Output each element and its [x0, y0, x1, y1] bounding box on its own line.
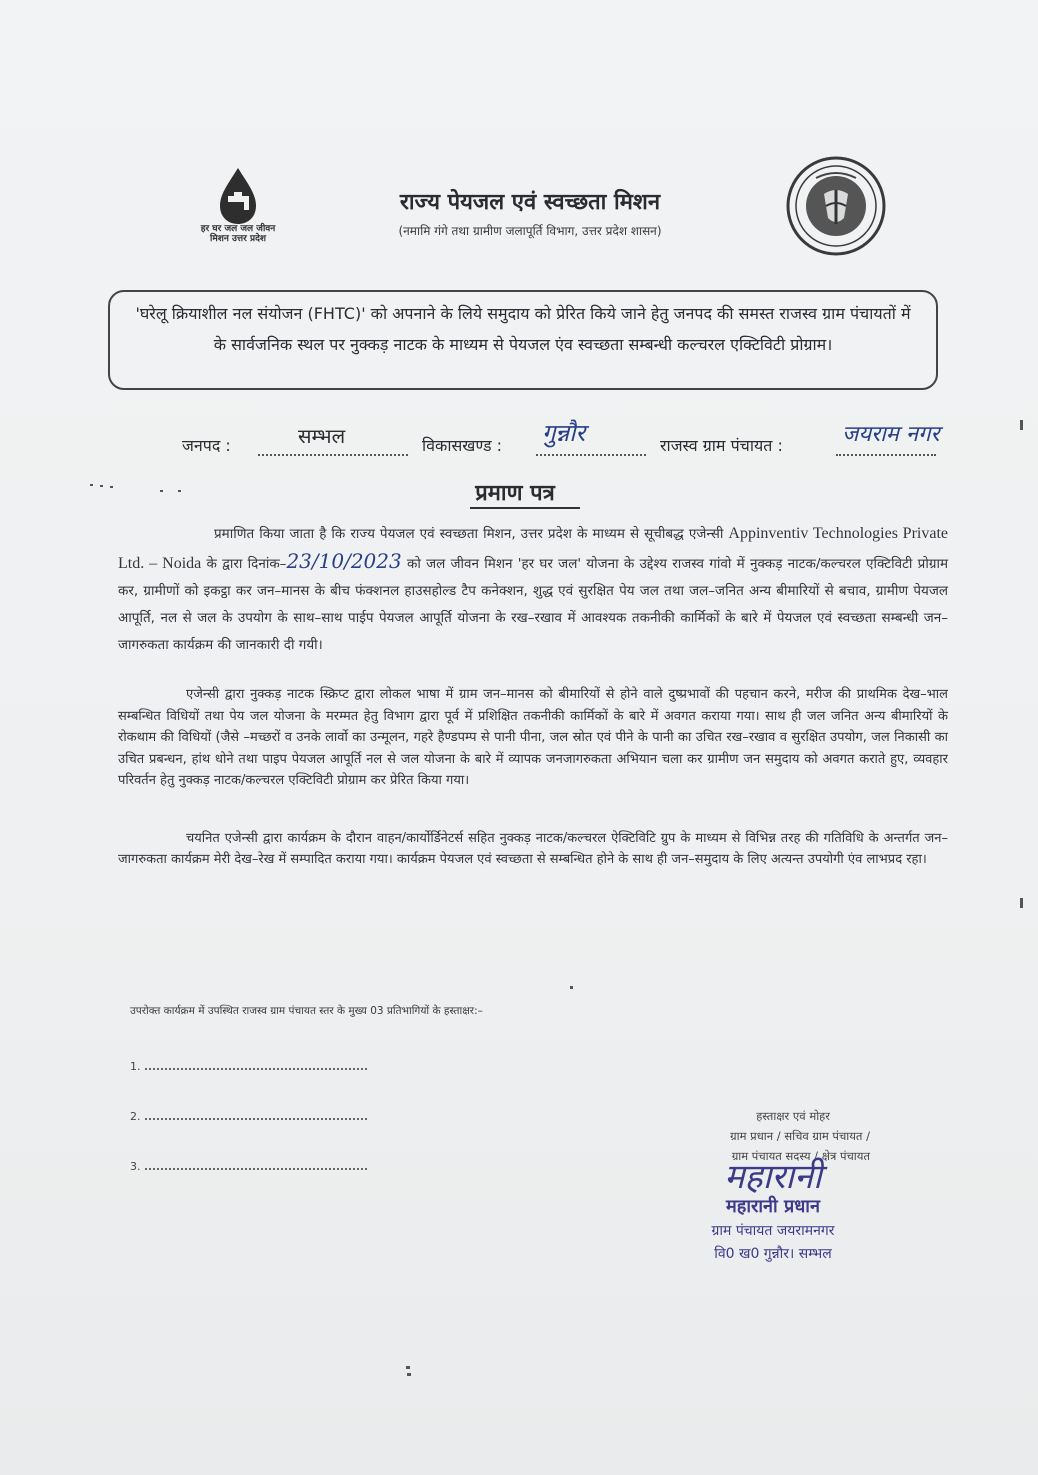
mission-subtitle: (नमामि गंगे तथा ग्रामीण जलापूर्ति विभाग, उत्तर प्रदेश शासन) [398, 224, 662, 238]
paragraph-1-intro: प्रमाणित किया जाता है कि राज्य पेयजल एवं स्वच्छता मिशन, उत्तर प्रदेश के माध्यम से सूचीबद्ध एजेन्सी [214, 526, 724, 542]
logo-caption: हर घर जल जल जीवन मिशन उत्तर प्रदेश [200, 224, 276, 244]
pradhan-stamp [668, 1157, 878, 1266]
paragraph-1-body: को जल जीवन मिशन 'हर घर जल' योजना के उद्देश्य राजस्व गांवो में नुक्कड़ नाटक/कल्चरल एक्टिविटी प्रोग्राम कर, ग्रामीणों को इकट्ठा कर जन–मानस के बीच फंक्शनल हाउसहोल्ड टैप कनेक्शन, शुद्ध एवं सुरक्षित पेय जल तथा जल–जनित अन्य बीमारियों से बचाव, ग्रामीण पेयजल आपूर्ति, नल से जल के उपयोग के साथ–साथ पाईप पेयजल आपूर्ति योजना के रख–रखाव में आवश्यक तकनीकी कार्मिकों के बारे में पेयजल एवं स्वच्छता सम्बन्धी जन–जागरुकता कार्यक्रम की जानकारी दी गयी। [118, 556, 949, 653]
panchayat-label: राजस्व ग्राम पंचायत : [660, 436, 783, 455]
block-label: विकासखण्ड : [422, 436, 503, 455]
signatory-line-2: ग्राम प्रधान / सचिव ग्राम पंचायत / [730, 1129, 870, 1143]
agency-name: Appinventiv Technologies Private Ltd. – Noida [118, 525, 948, 572]
certificate-title-underline [470, 507, 580, 509]
certificate-paragraph-3: चयनित एजेन्सी द्वारा कार्यक्रम के दौरान वाहन/कार्योर्डिनेटर्स सहित नुक्कड़ नाटक/कल्चरल ऐक्टिविटि ग्रुप के माध्यम से विभिन्न तरह की गतिविधि के अन्तर्गत जन–जागरुकता कार्यक्रम मेरी देख–रेख में सम्पादित कराया गया। कार्यक्रम पेयजल एवं स्वच्छता से सम्बन्धित होने के साथ ही जन–समुदाय के लिए अत्यन्त उपयोगी एंव लाभप्रद रहा। [118, 831, 948, 867]
stamp-panchayat: ग्राम पंचायत जयरामनगर [711, 1223, 835, 1239]
district-value: सम्भल [298, 424, 346, 448]
panchayat-value: जयराम नगर [842, 422, 940, 447]
block-dotted-line [536, 454, 646, 456]
certificate-paragraph-1 [118, 520, 948, 659]
jal-jeevan-mission-logo [192, 166, 284, 256]
district-dotted-line [258, 454, 408, 456]
handwritten-signature: महारानी [724, 1157, 822, 1197]
participant-signature-line-1 [130, 1060, 367, 1073]
participant-number-1: 1. [130, 1060, 141, 1073]
signature-dots [145, 1168, 367, 1170]
signatory-line-3: ग्राम पंचायत सदस्य / क्षेत्र पंचायत [731, 1149, 870, 1163]
participant-signature-line-2 [130, 1110, 367, 1123]
participants-note: उपरोक्त कार्यक्रम में उपस्थित राजस्व ग्राम पंचायत स्तर के मुख्य 03 प्रतिभागियों के हस्ताक्षर:– [130, 1005, 483, 1017]
state-emblem-seal-icon [786, 156, 886, 256]
certificate-paragraph-2: एजेन्सी द्वारा नुक्कड़ नाटक स्क्रिप्ट द्वारा लोकल भाषा में ग्राम जन–मानस को बीमारियों से होने वाले दुष्प्रभावों की पहचान करने, मरीज की प्राथमिक देख–भाल सम्बन्धित विधियों तथा पेय जल योजना के मरम्मत हेतु विभाग द्वारा पूर्व में प्रशिक्षित तकनीकी कार्मिकों के बारे में अवगत कराया गया। साथ ही जल जनित अन्य बीमारियों के रोकथाम की विधियों (जैसे –मच्छरों व उनके लार्वो का उन्मूलन, गहरे हैण्डपम्प से पानी पीना, जल स्रोत एवं पीने के पानी का उचित रख–रखाव व सुरक्षित उपयोग, जल निकासी का उचित प्रबन्धन, हांथ धोने तथा पाइप पेयजल आपूर्ति नल से जल योजना के बारे में व्यापक जनजागरुकता अभियान चला कर ग्रामीण जन समुदाय को अवगत कराते हुए, व्यवहार परिवर्तन हेतु नुक्कड़ नाटक/कल्चरल एक्टिविटी प्रोग्राम कर प्रेरित किया गया। [118, 687, 948, 789]
programme-date: 23/10/2023 [286, 549, 402, 573]
panchayat-dotted-line [836, 454, 936, 456]
mission-title: राज्य पेयजल एवं स्वच्छता मिशन [399, 190, 661, 215]
stamp-name: महारानी प्रधान [726, 1196, 820, 1217]
block-value: गुन्नौर [542, 419, 586, 447]
participant-number-2: 2. [130, 1110, 141, 1123]
district-label: जनपद : [182, 436, 231, 455]
water-drop-tap-icon [192, 166, 284, 226]
participant-number-3: 3. [130, 1160, 141, 1173]
location-row [182, 419, 1002, 466]
signatory-line-1: हस्ताक्षर एवं मोहर [756, 1109, 830, 1123]
programme-topic-box: 'घरेलू क्रियाशील नल संयोजन (FHTC)' को अपनाने के लिये समुदाय को प्रेरित किये जाने हेतु जनपद की समस्त राजस्व ग्राम पंचायतों में के सार्वजनिक स्थल पर नुक्कड़ नाटक के माध्यम से पेयजल एंव स्वच्छता सम्बन्धी कल्चरल एक्टिविटी प्रोग्राम। [108, 290, 938, 390]
paragraph-1-by-date: के द्वारा दिनांक– [206, 556, 287, 572]
participant-signature-line-3 [130, 1160, 367, 1173]
signature-dots [145, 1118, 367, 1120]
certificate-title: प्रमाण पत्र [475, 481, 555, 506]
stamp-block-district: वि0 ख0 गुन्नौर। सम्भल [714, 1246, 832, 1262]
signature-dots [145, 1068, 367, 1070]
